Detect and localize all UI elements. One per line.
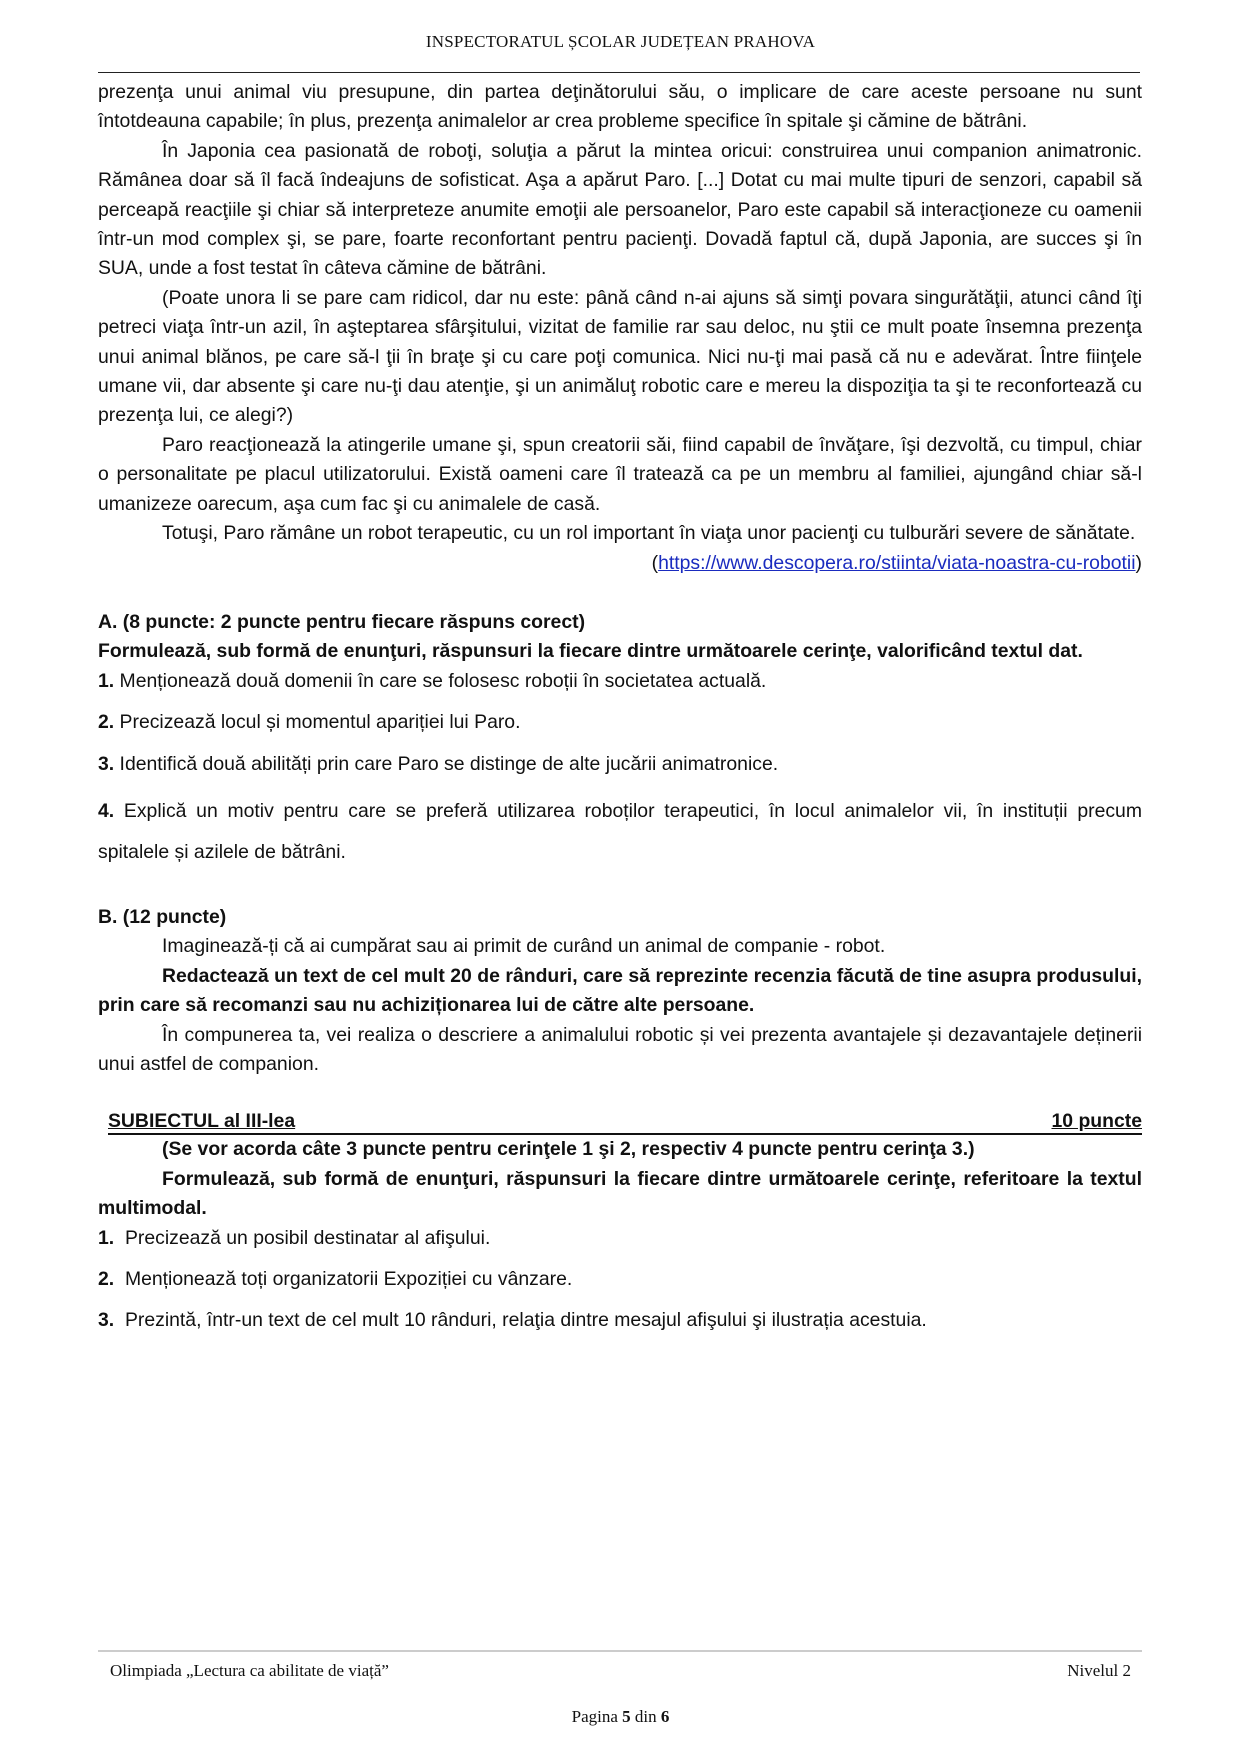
source-link[interactable]: https://www.descopera.ro/stiinta/viata-noastra-cu-robotii: [658, 551, 1136, 574]
subject-3-scoring: (Se vor acorda câte 3 puncte pentru cerinţele 1 şi 2, respectiv 4 puncte pentru cerinţa 3.): [162, 1138, 975, 1161]
section-a-heading: A. (8 puncte: 2 puncte pentru fiecare răspuns corect): [98, 610, 586, 633]
section-a-task: 2. Precizează locul și momentul apariției lui Paro.: [98, 711, 521, 734]
section-b-intro: Imaginează-ți că ai cumpărat sau ai primit de curând un animal de companie - robot.: [162, 935, 886, 958]
passage-source: (https://www.descopera.ro/stiinta/viata-noastra-cu-robotii): [651, 551, 1142, 574]
subject-3-points: 10 puncte: [1051, 1110, 1142, 1133]
subject-3-title-line: [108, 1109, 1142, 1135]
section-b-heading: B. (12 puncte): [98, 905, 227, 928]
footer-level: Nivelul 2: [1067, 1661, 1131, 1680]
passage-paragraph: În Japonia cea pasionată de roboţi, soluţia a părut la mintea oricui: construirea unui companion animatronic. Rămânea doar să îl facă îndeajuns de sofisticat. Aşa a apărut Paro. [...] Dotat cu mai multe tipuri de senzori, capabil să perceapă reacţiile şi chiar să interpreteze anumite emoţii ale persoanelor, Paro este capabil să interacţioneze cu oamenii într-un mod complex şi, se pare, foarte reconfortant pentru pacienţi. Dovadă faptul că, după Japonia, are succes şi în SUA, unde a fost testat în câteva cămine de bătrâni.: [98, 139, 1142, 280]
section-a-task: 4. Explică un motiv pentru care se preferă utilizarea roboților terapeutici, în locul animalelor vii, în instituții precum spitalele și azilele de bătrâni.: [98, 799, 1142, 863]
subject-3-title: SUBIECTUL al III-lea: [108, 1110, 296, 1133]
subject-3-task: 1. Precizează un posibil destinatar al afişului.: [98, 1226, 491, 1249]
document-body: [98, 78, 1142, 1336]
subject-3-task: 3. Prezintă, într-un text de cel mult 10 rânduri, relaţia dintre mesajul afişului şi ilustrația acestuia.: [98, 1309, 927, 1332]
section-b-details: În compunerea ta, vei realiza o descriere a animalului robotic și vei prezenta avantajele și dezavantajele deținerii unui astfel de companion.: [98, 1023, 1142, 1075]
section-a-task: 1. Menționează două domenii în care se folosesc roboții în societatea actuală.: [98, 669, 767, 692]
subject-3-instruction: Formulează, sub formă de enunţuri, răspunsuri la fiecare dintre următoarele cerinţe, referitoare la textul multimodal.: [98, 1167, 1142, 1220]
header-divider: [98, 72, 1140, 73]
page-header-title: INSPECTORATUL ȘCOLAR JUDEȚEAN PRAHOVA: [425, 32, 816, 51]
subject-3-task: 2. Menționează toți organizatorii Expoziției cu vânzare.: [98, 1268, 573, 1290]
footer-olympiad-name: Olimpiada „Lectura ca abilitate de viață”: [110, 1661, 389, 1680]
footer-divider: [98, 1650, 1142, 1652]
section-a-instruction: Formulează, sub formă de enunţuri, răspunsuri la fiecare dintre următoarele cerinţe, valorificând textul dat.: [98, 640, 1083, 663]
passage-paragraph: prezenţa unui animal viu presupune, din partea deţinătorului său, o implicare de care aceste persoane nu sunt întotdeauna capabile; în plus, prezenţa animalelor ar crea probleme specifice în spitale şi cămine de bătrâni.: [98, 81, 1142, 133]
page-number: Pagina 5 din 6: [571, 1707, 670, 1726]
passage-paragraph: Totuşi, Paro rămâne un robot terapeutic, cu un rol important în viaţa unor pacienţi cu tulburări severe de sănătate.: [162, 522, 1136, 545]
passage-paragraph: (Poate unora li se pare cam ridicol, dar nu este: până când n-ai ajuns să simţi povara singurătăţii, atunci când îţi petreci viaţa într-un azil, în aşteptarea sfârşitului, vizitat de familie rar sau deloc, nu ştii ce mult poate însemna prezenţa unui animal blănos, pe care să-l ţii în braţe şi cu care poţi comunica. Nici nu-ţi mai pasă că nu e adevărat. Între fiinţele umane vii, dar absente şi care nu-ţi dau atenţie, şi un animăluţ robotic care e mereu la dispoziţia ta şi te reconfortează cu prezenţa lui, ce alegi?): [98, 286, 1142, 427]
passage-paragraph: Paro reacţionează la atingerile umane şi, spun creatorii săi, fiind capabil de învăţare, îşi dezvoltă, cu timpul, chiar o personalitate pe placul utilizatorului. Există oameni care îl tratează ca pe un membru al familiei, ajungând chiar să-l umanizeze oarecum, aşa cum fac şi cu animalele de casă.: [98, 433, 1142, 515]
section-b-instruction: Redactează un text de cel mult 20 de rânduri, care să reprezinte recenzia făcută de tine asupra produsului, prin care să recomanzi sau nu achiziționarea lui de către alte persoane.: [98, 964, 1142, 1017]
section-a-task: 3. Identifică două abilități prin care Paro se distinge de alte jucării animatronice.: [98, 752, 779, 775]
